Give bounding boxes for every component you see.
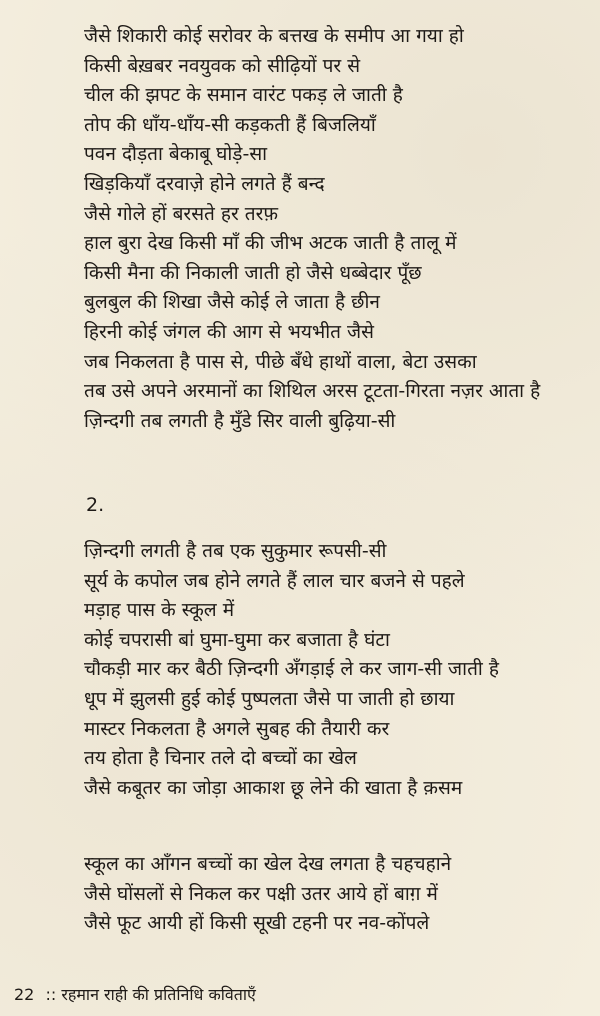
poem-line: सूर्य के कपोल जब होने लगते हैं लाल चार बजने से पहले [84,569,465,592]
poem-line: किसी बेख़बर नवयुवक को सीढ़ियों पर से [84,54,361,77]
poem-line: चौकड़ी मार कर बैठी ज़िन्दगी अँगड़ाई ले कर जाग-सी जाती है [84,658,499,681]
poem-line: जैसे फूट आयी हों किसी सूखी टहनी पर नव-कोंपले [84,912,430,935]
poem-line: स्कूल का आँगन बच्चों का खेल देख लगता है चहचहाने [84,853,452,875]
footer-separator: :: [45,985,57,1004]
poem-line: जैसे घोंसलों से निकल कर पक्षी उतर आये हों बाग़ में [84,882,438,905]
poem-line: जैसे गोले हों बरसते हर तरफ़ [84,202,279,225]
page-number: 22 [14,985,35,1004]
poem-line: मड़ाह पास के स्कूल में [84,599,235,622]
page-footer [14,983,256,1005]
poem-line: पवन दौड़ता बेकाबू घोड़े-सा [84,143,268,166]
book-title: रहमान राही की प्रतिनिधि कविताएँ [61,985,256,1004]
poem-line: किसी मैना की निकाली जाती हो जैसे धब्बेदार पूँछ [84,261,422,284]
poem-line: चील की झपट के समान वारंट पकड़ ले जाती है [84,84,403,107]
poem-line: जैसे शिकारी कोई सरोवर के बत्तख के समीप आ गया हो [84,25,464,47]
poem-line: बुलबुल की शिखा जैसे कोई ले जाता है छीन [84,291,380,314]
poem-line: जब निकलता है पास से, पीछे बँधे हाथों वाला, बेटा उसका [84,350,477,373]
poem-line: ज़िन्दगी लगती है तब एक सुकुमार रूपसी-सी [84,540,387,562]
poem-line: तब उसे अपने अरमानों का शिथिल अरस टूटता-गिरता नज़र आता है [84,380,541,403]
poem-line: तोप की धाँय-धाँय-सी कड़कती हैं बिजलियाँ [84,113,376,136]
section-number: 2. [86,494,105,516]
poem-line: ज़िन्दगी तब लगती है मुँडे सिर वाली बुढ़िया-सी [84,409,396,432]
poem-line: मास्टर निकलता है अगले सुबह की तैयारी कर [84,717,390,740]
poem-line: तय होता है चिनार तले दो बच्चों का खेल [84,747,357,770]
poem-line: हाल बुरा देख किसी माँ की जीभ अटक जाती है तालू में [84,232,457,255]
poem-line: धूप में झुलसी हुई कोई पुष्पलता जैसे पा जाती हो छाया [84,687,455,710]
poem-stanza-1 [84,22,540,436]
poem-stanza-3 [84,850,451,939]
poem-line: जैसे कबूतर का जोड़ा आकाश छू लेने की खाता है क़सम [84,776,463,799]
poem-line: हिरनी कोई जंगल की आग से भयभीत जैसे [84,320,374,343]
poem-stanza-2 [84,537,499,803]
poem-line: खिड़कियाँ दरवाज़े होने लगते हैं बन्द [84,172,325,195]
poem-line: कोई चपरासी बा॑ घुमा-घुमा कर बजाता है घंटा [84,628,390,651]
